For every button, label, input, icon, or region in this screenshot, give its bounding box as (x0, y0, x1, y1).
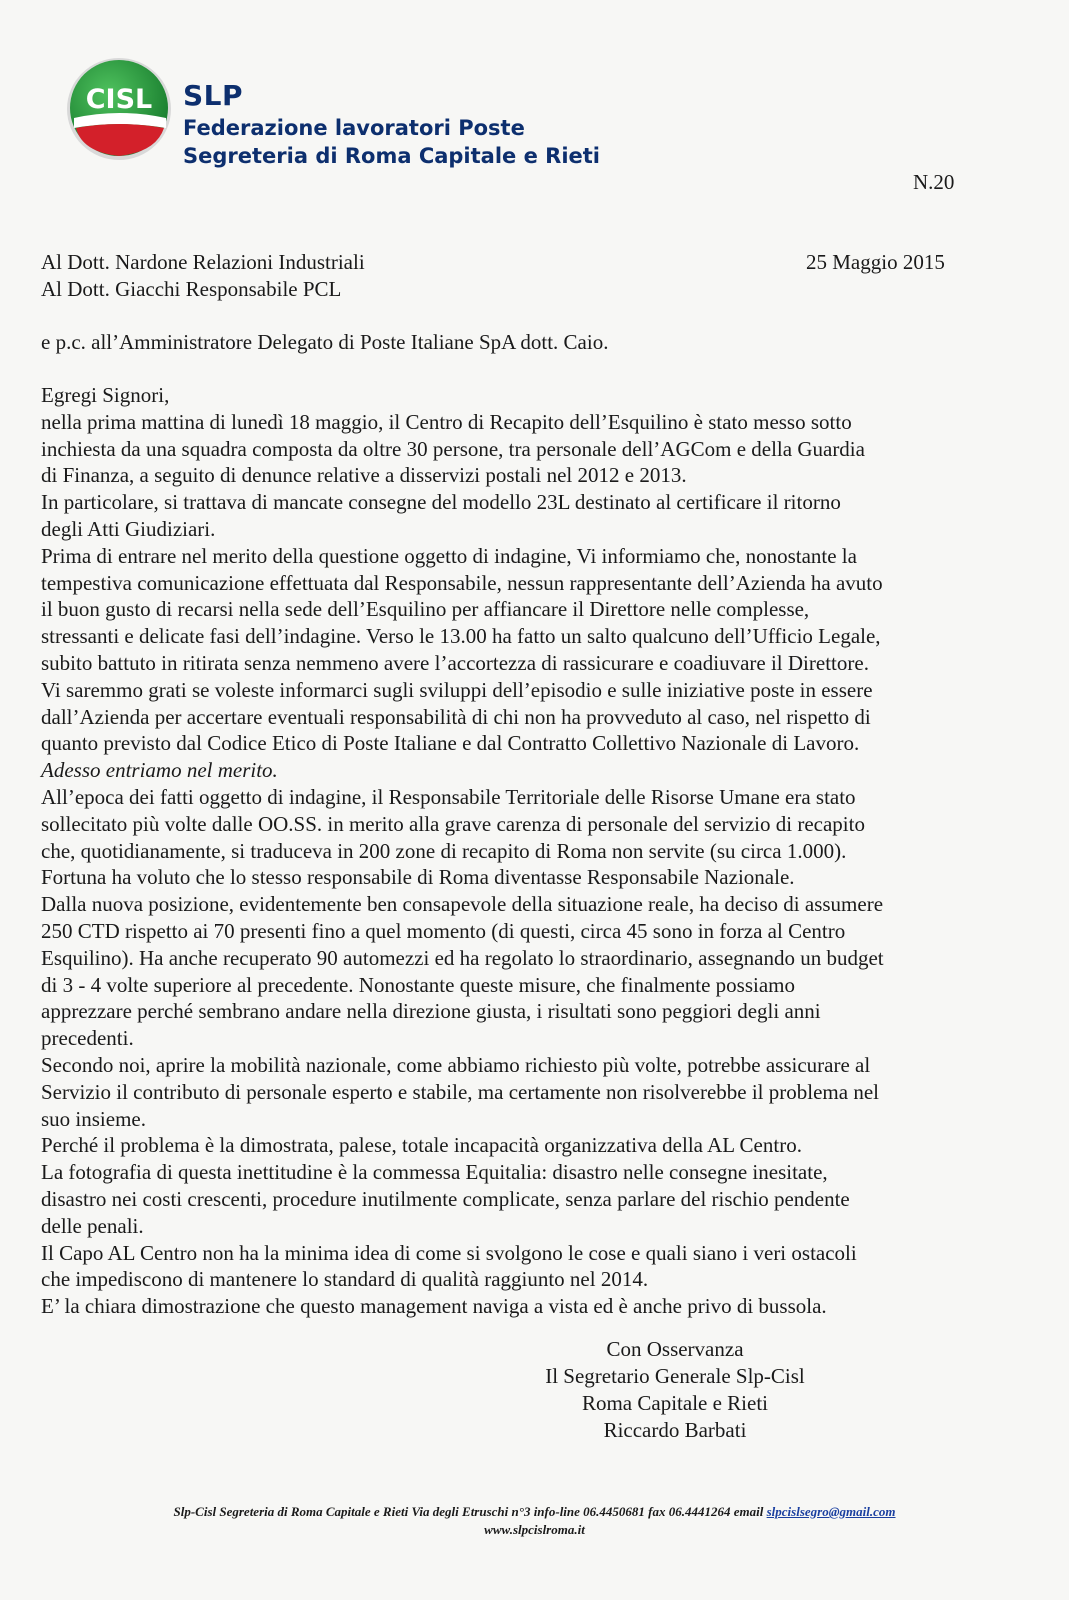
footer-website[interactable]: www.slpcislroma.it (484, 1522, 585, 1537)
cisl-logo (66, 56, 176, 162)
body-line: nella prima mattina di lunedì 18 maggio, il Centro di Recapito dell’Esquilino è stato messo sotto (41, 409, 852, 434)
body-line: inchiesta da una squadra composta da oltre 30 persone, tra personale dell’AGCom e della Guardia (41, 436, 865, 461)
body-line: Prima di entrare nel merito della questione oggetto di indagine, Vi informiamo che, nonostante la (41, 543, 857, 568)
organization-heading (183, 80, 600, 170)
body-line: Perché il problema è la dimostrata, palese, totale incapacità organizzativa della AL Centro. (41, 1133, 802, 1158)
footer-email-link[interactable]: slpcislsegro@gmail.com (766, 1504, 896, 1519)
body-line: E’ la chiara dimostrazione che questo management naviga a vista ed è anche privo di bussola. (41, 1294, 827, 1319)
recipients-block (41, 249, 365, 303)
org-secretariat: Segreteria di Roma Capitale e Rieti (183, 144, 600, 168)
footer-address: Slp-Cisl Segreteria di Roma Capitale e Rieti Via degli Etruschi n°3 info-line 06.4450681 fax 06.4441264 email (173, 1504, 767, 1519)
signature-block (500, 1336, 850, 1444)
document-number: N.20 (913, 170, 955, 194)
body-line: quanto previsto dal Codice Etico di Poste Italiane e dal Contratto Collettivo Nazionale di Lavoro. (41, 731, 860, 756)
body-line: In particolare, si trattava di mancate consegne del modello 23L destinato al certificare il ritorno (41, 490, 841, 515)
footer-address-line (0, 1503, 1069, 1521)
body-line: Il Capo AL Centro non ha la minima idea di come si svolgono le cose e quali siano i veri ostacoli (41, 1240, 857, 1265)
body-line: stressanti e delicate fasi dell’indagine. Verso le 13.00 ha fatto un salto qualcuno dell’Ufficio Legale, (41, 624, 881, 649)
body-line: subito battuto in ritirata senza nemmeno avere l’accortezza di rassicurare e coadiuvare il Direttore. (41, 650, 869, 675)
signer-name: Riccardo Barbati (603, 1418, 747, 1442)
body-line: 250 CTD rispetto ai 70 presenti fino a quel momento (di questi, circa 45 sono in forza al Centro (41, 918, 846, 943)
org-short-name: SLP (183, 79, 244, 112)
body-line: dall’Azienda per accertare eventuali responsabilità di chi non ha provveduto al caso, nel rispetto di (41, 704, 871, 729)
letter-date: 25 Maggio 2015 (806, 250, 945, 274)
body-line-italic: Adesso entriamo nel merito. (41, 758, 278, 783)
body-line: apprezzare perché sembrano andare nella direzione giusta, i risultati sono peggiori degli anni (41, 999, 821, 1024)
cc-line: e p.c. all’Amministratore Delegato di Poste Italiane SpA dott. Caio. (41, 330, 609, 354)
body-line: il buon gusto di recarsi nella sede dell’Esquilino per affiancare il Direttore nelle complesse, (41, 597, 810, 622)
recipient-line: Al Dott. Nardone Relazioni Industriali (41, 250, 365, 274)
body-line: sollecitato più volte dalle OO.SS. in merito alla grave carenza di personale del servizio di recapito (41, 811, 865, 836)
body-line: delle penali. (41, 1213, 144, 1238)
body-line: degli Atti Giudiziari. (41, 516, 216, 541)
body-line: di Finanza, a seguito di denunce relative a disservizi postali nel 2012 e 2013. (41, 463, 687, 488)
body-line: Servizio il contributo di personale esperto e stabile, ma certamente non risolverebbe il problema nel (41, 1079, 879, 1104)
body-line: Vi saremmo grati se voleste informarci sugli sviluppi dell’episodio e sulle iniziative poste in essere (41, 677, 873, 702)
body-line: suo insieme. (41, 1106, 146, 1131)
recipient-line: Al Dott. Giacchi Responsabile PCL (41, 277, 342, 301)
closing-salutation: Con Osservanza (606, 1337, 744, 1361)
signer-area: Roma Capitale e Rieti (581, 1391, 769, 1415)
body-line: di 3 - 4 volte superiore al precedente. Nonostante queste misure, che finalmente possiamo (41, 972, 796, 997)
body-line: All’epoca dei fatti oggetto di indagine, il Responsabile Territoriale delle Risorse Umane era stato (41, 784, 856, 809)
body-line: precedenti. (41, 1026, 134, 1051)
body-line: Esquilino). Ha anche recuperato 90 automezzi ed ha regolato lo straordinario, assegnando un budget (41, 945, 884, 970)
body-line: tempestiva comunicazione effettuata dal Responsabile, nessun rappresentante dell’Azienda ha avuto (41, 570, 883, 595)
page-footer (0, 1503, 1069, 1539)
letter-body (41, 382, 1041, 1320)
org-federation: Federazione lavoratori Poste (183, 116, 525, 140)
body-line: Secondo noi, aprire la mobilità nazionale, come abbiamo richiesto più volte, potrebbe assicurare al (41, 1052, 871, 1077)
body-line: Dalla nuova posizione, evidentemente ben consapevole della situazione reale, ha deciso di assumere (41, 892, 884, 917)
body-line: che, quotidianamente, si traduceva in 200 zone di recapito di Roma non servite (su circa 1.000). (41, 838, 847, 863)
body-line: che impediscono di mantenere lo standard di qualità raggiunto nel 2014. (41, 1267, 649, 1292)
body-line: disastro nei costi crescenti, procedure inutilmente complicate, senza parlare del rischio pendente (41, 1186, 850, 1211)
logo-text: CISL (85, 84, 153, 115)
body-line: La fotografia di questa inettitudine è la commessa Equitalia: disastro nelle consegne inesitate, (41, 1160, 828, 1185)
body-line: Egregi Signori, (41, 383, 170, 407)
body-line: Fortuna ha voluto che lo stesso responsabile di Roma diventasse Responsabile Nazionale. (41, 865, 795, 890)
signer-title: Il Segretario Generale Slp-Cisl (545, 1364, 805, 1388)
